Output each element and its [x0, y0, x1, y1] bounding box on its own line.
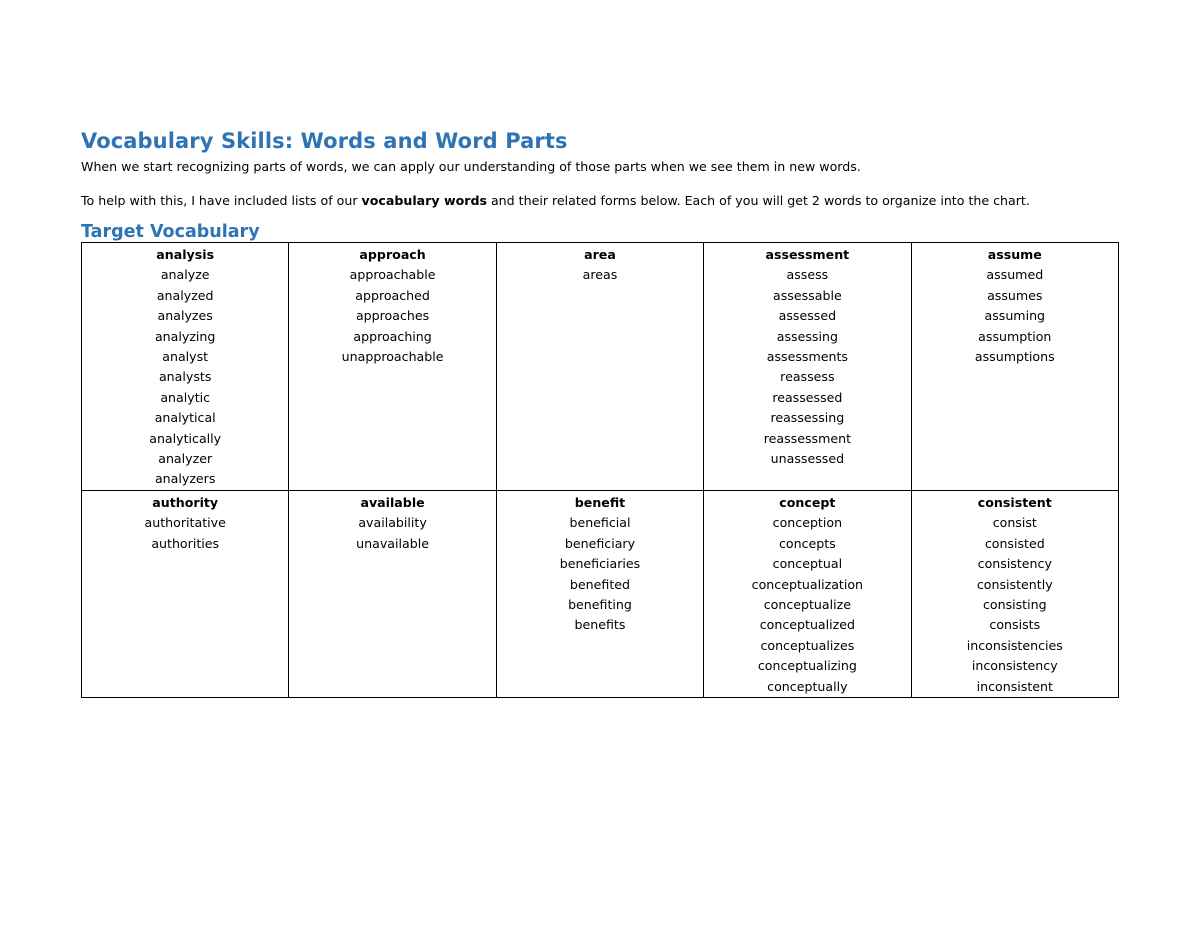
- vocab-related-form: conceptualizing: [757, 658, 857, 674]
- instructions-text-end: and their related forms below. Each of you will get 2 words to organize into the chart.: [486, 193, 1030, 208]
- vocab-related-form: benefiting: [568, 596, 632, 612]
- vocab-related-form: approaches: [355, 308, 430, 324]
- vocab-related-form: areas: [582, 267, 618, 283]
- vocab-related-form: consistently: [976, 576, 1053, 592]
- vocab-related-form: consisted: [984, 535, 1045, 551]
- vocab-cell: [289, 490, 496, 697]
- vocab-cell: [289, 243, 496, 491]
- vocab-related-form: assess: [786, 267, 829, 283]
- document-page: [81, 126, 1119, 698]
- vocab-related-form: conception: [772, 515, 843, 531]
- vocab-related-form: analysts: [158, 369, 212, 385]
- vocab-related-form: assumes: [987, 287, 1043, 303]
- vocab-related-form: analyzes: [157, 308, 213, 324]
- vocab-related-form: consist: [992, 515, 1037, 531]
- vocab-related-form: approached: [355, 287, 430, 303]
- vocab-related-form: reassessed: [772, 389, 843, 405]
- vocab-cell: [911, 243, 1118, 491]
- vocab-related-form: unapproachable: [341, 349, 444, 365]
- vocab-related-form: consistency: [977, 556, 1052, 572]
- vocab-head-word: analysis: [156, 247, 215, 262]
- vocab-cell: [82, 243, 289, 491]
- vocab-related-form: assessable: [773, 287, 842, 303]
- vocab-related-form: reassess: [780, 369, 835, 385]
- table-row: [82, 490, 1119, 697]
- vocab-related-form: analyzers: [154, 471, 216, 487]
- vocabulary-table-body: [82, 243, 1119, 698]
- instructions-text-start: To help with this, I have included lists of our: [81, 193, 362, 208]
- vocab-related-form: assumption: [978, 328, 1052, 344]
- vocab-related-form: assessments: [766, 349, 848, 365]
- vocab-related-form: unassessed: [770, 451, 845, 467]
- vocab-related-form: reassessment: [763, 430, 852, 446]
- vocab-related-form: assessing: [776, 328, 838, 344]
- vocab-related-form: assuming: [984, 308, 1046, 324]
- instructions-bold-text: vocabulary words: [361, 193, 487, 208]
- vocab-head-word: approach: [359, 247, 426, 262]
- vocab-related-form: conceptualize: [763, 596, 851, 612]
- table-row: [82, 243, 1119, 491]
- vocab-head-word: available: [360, 494, 425, 510]
- vocab-related-form: analyzer: [158, 451, 213, 467]
- vocab-related-form: inconsistency: [971, 658, 1058, 674]
- vocab-head-word: area: [584, 247, 616, 262]
- vocab-related-form: benefited: [569, 576, 631, 592]
- vocab-cell: [496, 490, 703, 697]
- vocab-head-word: benefit: [574, 494, 626, 510]
- vocab-related-form: assumptions: [974, 349, 1055, 365]
- vocab-cell: [82, 490, 289, 697]
- vocab-related-form: assessed: [778, 308, 837, 324]
- vocab-related-form: reassessing: [770, 410, 845, 426]
- vocab-related-form: consists: [989, 617, 1041, 633]
- vocab-related-form: conceptualization: [751, 576, 864, 592]
- vocab-related-form: analyst: [162, 349, 209, 365]
- vocab-related-form: inconsistent: [976, 678, 1053, 694]
- vocab-head-word: concept: [779, 494, 836, 510]
- vocab-head-word: assume: [987, 247, 1042, 262]
- vocab-related-form: analytically: [149, 430, 222, 446]
- vocab-related-form: analyze: [160, 267, 210, 283]
- vocab-head-word: authority: [152, 494, 219, 510]
- vocab-related-form: concepts: [778, 535, 836, 551]
- vocab-related-form: beneficial: [569, 515, 631, 531]
- vocab-cell: [911, 490, 1118, 697]
- intro-paragraph: When we start recognizing parts of words, we can apply our understanding of those parts when we see them in new words.: [81, 159, 861, 174]
- vocab-related-form: conceptual: [772, 556, 843, 572]
- vocab-related-form: beneficiaries: [559, 556, 641, 572]
- vocab-related-form: consisting: [982, 596, 1047, 612]
- vocab-head-word: assessment: [765, 247, 850, 262]
- vocab-cell: [704, 490, 911, 697]
- vocab-related-form: authorities: [151, 535, 220, 551]
- vocab-related-form: conceptualizes: [760, 637, 855, 653]
- vocab-related-form: analyzed: [156, 287, 214, 303]
- vocab-related-form: benefits: [574, 617, 626, 633]
- section-heading: Target Vocabulary: [81, 222, 260, 242]
- vocab-related-form: conceptualized: [759, 617, 855, 633]
- vocab-related-form: approachable: [349, 267, 436, 283]
- vocab-related-form: inconsistencies: [966, 637, 1063, 653]
- vocab-related-form: approaching: [353, 328, 432, 344]
- instructions-paragraph: [81, 192, 1119, 210]
- vocab-head-word: consistent: [977, 494, 1052, 510]
- vocabulary-table: [81, 242, 1119, 698]
- vocab-related-form: analyzing: [154, 328, 216, 344]
- vocab-related-form: analytic: [160, 389, 211, 405]
- vocab-related-form: analytical: [154, 410, 216, 426]
- vocab-related-form: availability: [358, 515, 427, 531]
- document-title: Vocabulary Skills: Words and Word Parts: [81, 129, 568, 153]
- vocab-related-form: assumed: [986, 267, 1044, 283]
- vocab-related-form: conceptually: [767, 678, 848, 694]
- vocab-related-form: unavailable: [356, 535, 429, 551]
- vocab-related-form: beneficiary: [564, 535, 636, 551]
- vocab-cell: [704, 243, 911, 491]
- vocab-cell: [496, 243, 703, 491]
- vocab-related-form: authoritative: [144, 515, 226, 531]
